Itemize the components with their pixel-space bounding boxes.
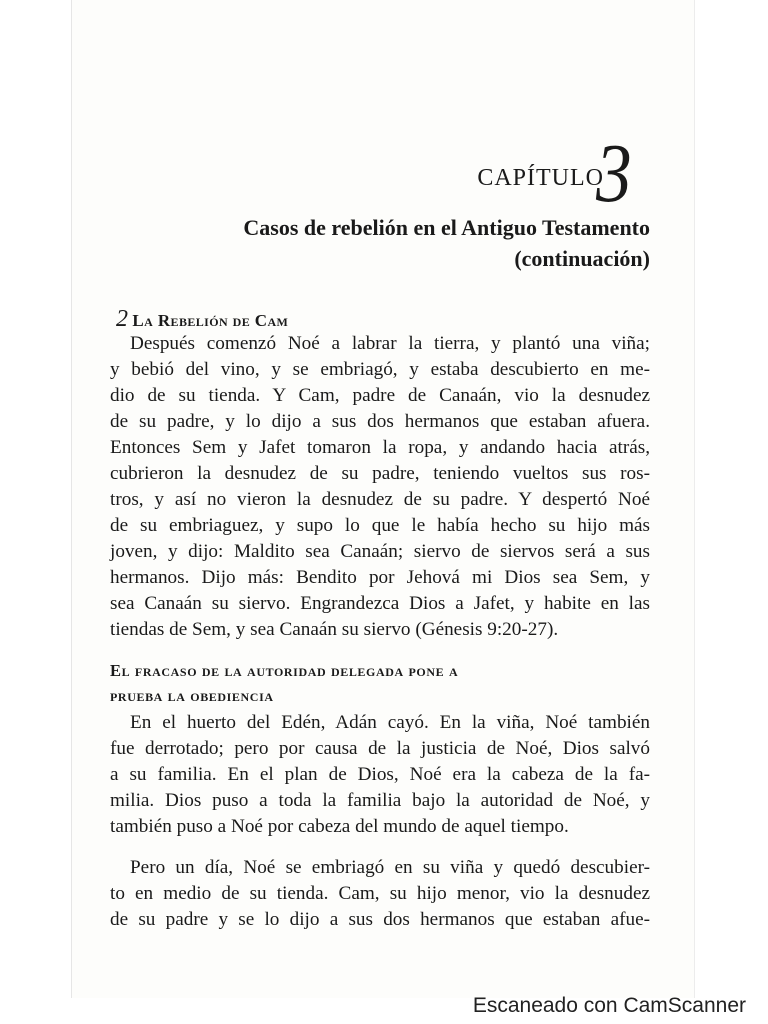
body-line: de su padre y se lo dijo a sus dos hermanos que estaban afue- xyxy=(110,909,650,930)
body-line: tiendas de Sem, y sea Canaán su siervo (Génesis 9:20-27). xyxy=(110,619,559,640)
body-line: Después comenzó Noé a labrar la tierra, y plantó una viña; xyxy=(130,333,650,354)
body-line: también puso a Noé por cabeza del mundo de aquel tiempo. xyxy=(110,816,569,837)
scanner-watermark: Escaneado con CamScanner xyxy=(472,994,746,1017)
body-line: Entonces Sem y Jafet tomaron la ropa, y andando hacia atrás, xyxy=(110,437,650,458)
subsection-heading: El fracaso de la autoridad delegada pone a xyxy=(110,661,459,680)
body-line: de su padre, y lo dijo a sus dos hermanos que estaban afuera. xyxy=(110,411,650,432)
body-line: de su embriaguez, y supo lo que le había hecho su hijo más xyxy=(110,515,650,536)
body-line: joven, y dijo: Maldito sea Canaán; siervo de siervos será a sus xyxy=(110,541,650,562)
subsection-heading-cont: prueba la obediencia xyxy=(110,686,274,705)
body-line: fue derrotado; pero por causa de la justicia de Noé, Dios salvó xyxy=(110,738,650,759)
body-line: milia. Dios puso a toda la familia bajo la autoridad de Noé, y xyxy=(110,790,650,811)
body-line: y bebió del vino, y se embriagó, y estaba descubierto en me- xyxy=(110,359,650,380)
chapter-subtitle: (continuación) xyxy=(514,246,650,271)
body-line: En el huerto del Edén, Adán cayó. En la viña, Noé también xyxy=(130,712,650,733)
section-title: La Rebelión de Cam xyxy=(132,311,289,330)
body-line: to en medio de su tienda. Cam, su hijo menor, vio la desnudez xyxy=(110,883,650,904)
body-line: dio de su tienda. Y Cam, padre de Canaán, vio la desnudez xyxy=(110,385,650,406)
section-number: 2 xyxy=(116,306,129,332)
body-line: Pero un día, Noé se embriagó en su viña y quedó descubier- xyxy=(130,857,650,878)
body-line: sea Canaán su siervo. Engrandezca Dios a Jafet, y habite en las xyxy=(110,593,650,614)
chapter-label: CAPÍTULO xyxy=(477,165,604,191)
chapter-title: Casos de rebelión en el Antiguo Testamento xyxy=(243,215,650,240)
body-line: a su familia. En el plan de Dios, Noé era la cabeza de la fa- xyxy=(110,764,650,785)
body-line: tros, y así no vieron la desnudez de su padre. Y despertó Noé xyxy=(110,489,650,510)
body-line: hermanos. Dijo más: Bendito por Jehová mi Dios sea Sem, y xyxy=(110,567,650,588)
body-line: cubrieron la desnudez de su padre, teniendo vueltos sus ros- xyxy=(110,463,650,484)
section-heading xyxy=(116,306,288,333)
chapter-number: 3 xyxy=(596,127,632,220)
